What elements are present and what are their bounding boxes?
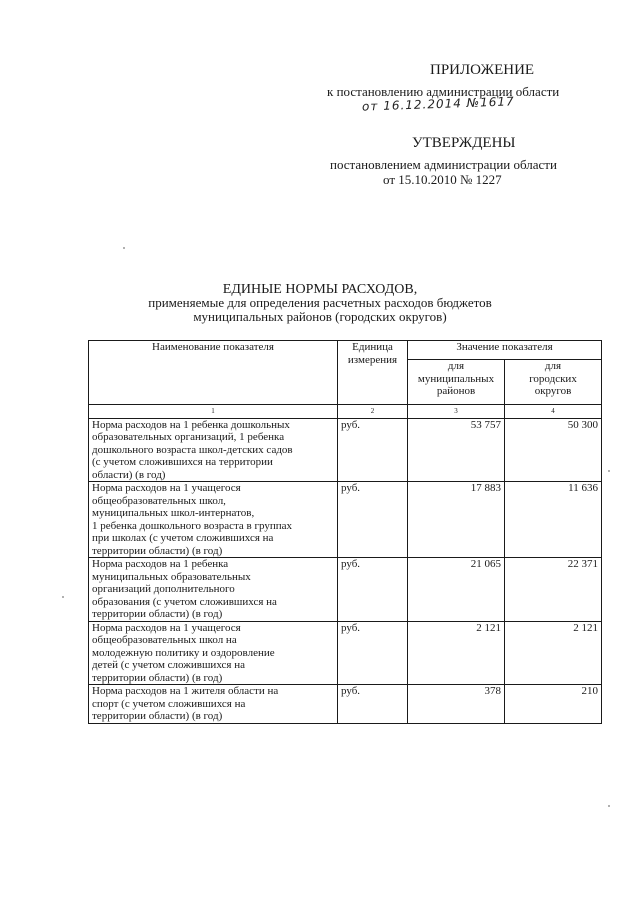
scan-speck (62, 596, 64, 598)
districts-value: 17 883 (408, 482, 505, 558)
districts-value: 53 757 (408, 418, 505, 482)
indicator-name-line: образования (с учетом сложившихся на (92, 595, 277, 608)
indicator-name-line: общеобразовательных школ на (92, 634, 237, 646)
indicator-name-line: организаций дополнительного (92, 583, 235, 595)
indicator-name-line: территории области) (в год) (92, 608, 223, 620)
approved-title: УТВЕРЖДЕНЫ (412, 135, 516, 151)
indicator-name-line: дошкольного возраста школ-детских садов (92, 443, 293, 456)
header-cities-line: городских (529, 372, 577, 385)
header-districts-line: районов (436, 385, 476, 397)
indicator-name-line: (с учетом сложившихся на территории (92, 456, 273, 468)
indicator-name (89, 558, 338, 622)
header-cities-line: для (544, 360, 562, 372)
indicator-name-line: спорт (с учетом сложившихся на (92, 697, 246, 710)
indicator-name-line: Норма расходов на 1 ребенка дошкольных (92, 418, 290, 431)
header-districts-line: муниципальных (417, 372, 495, 385)
header-unit-line: измерения (347, 353, 398, 366)
indicator-name-line: общеобразовательных школ, (92, 494, 226, 507)
table-header-row (89, 341, 602, 360)
approved-line-1: постановлением администрации области (330, 157, 557, 172)
table-row (89, 685, 602, 724)
header-cities-line: округов (534, 385, 572, 397)
indicator-name-line: молодежную политику и оздоровление (92, 646, 275, 659)
column-number: 2 (338, 405, 408, 419)
header-indicator-name: Наименование показателя (89, 341, 338, 405)
handwritten-date: от 16.12.2014 №1617 (361, 94, 515, 114)
appendix-subtitle: к постановлению администрации области (327, 84, 560, 99)
cities-value: 11 636 (505, 482, 602, 558)
indicator-name-line: территории области) (в год) (92, 671, 223, 684)
header-value: Значение показателя (408, 341, 602, 360)
approved-line-2: от 15.10.2010 № 1227 (383, 172, 502, 187)
indicator-name-line: Норма расходов на 1 учащегося (92, 482, 241, 494)
header-cities (505, 360, 602, 405)
appendix-title: ПРИЛОЖЕНИЕ (430, 62, 535, 78)
indicator-name-line: области) (в год) (92, 468, 166, 481)
table-row (89, 482, 602, 558)
indicator-name-line: Норма расходов на 1 ребенка (92, 558, 229, 570)
column-number: 3 (408, 405, 505, 419)
document-subtitle-line-2: муниципальных районов (городских округов) (193, 309, 447, 324)
unit-cell: руб. (338, 558, 408, 622)
document-title: ЕДИНЫЕ НОРМЫ РАСХОДОВ, (222, 282, 418, 297)
unit-cell: руб. (338, 685, 408, 724)
indicator-name (89, 621, 338, 685)
indicator-name-line: Норма расходов на 1 учащегося (92, 621, 241, 634)
table-row (89, 558, 602, 622)
scan-speck (608, 470, 610, 472)
header-unit (338, 341, 408, 405)
cities-value: 22 371 (505, 558, 602, 622)
column-number: 4 (505, 405, 602, 419)
column-numbers-row (89, 405, 602, 419)
unit-cell: руб. (338, 482, 408, 558)
indicator-name-line: детей (с учетом сложившихся на (92, 659, 245, 671)
scan-speck (608, 805, 610, 807)
districts-value: 378 (408, 685, 505, 724)
indicator-name-line: образовательных организаций, 1 ребенка (92, 431, 285, 443)
table-row (89, 418, 602, 482)
indicator-name-line: при школах (с учетом сложившихся на (92, 532, 274, 544)
indicator-name-line: муниципальных школ-интернатов, (92, 507, 255, 519)
indicator-name (89, 685, 338, 724)
cities-value: 50 300 (505, 418, 602, 482)
unit-cell: руб. (338, 418, 408, 482)
indicator-name-line: Норма расходов на 1 жителя области на (92, 685, 279, 697)
header-districts (408, 360, 505, 405)
header-unit-line: Единица (352, 341, 393, 353)
norms-table (88, 340, 602, 724)
indicator-name (89, 418, 338, 482)
districts-value: 2 121 (408, 621, 505, 685)
indicator-name-line: территории области) (в год) (92, 710, 223, 722)
indicator-name (89, 482, 338, 558)
indicator-name-line: территории области) (в год) (92, 544, 223, 557)
indicator-name-line: муниципальных образовательных (92, 570, 251, 583)
table-row (89, 621, 602, 685)
indicator-name-line: 1 ребенка дошкольного возраста в группах (92, 519, 293, 532)
cities-value: 2 121 (505, 621, 602, 685)
districts-value: 21 065 (408, 558, 505, 622)
header-districts-line: для (447, 360, 465, 372)
column-number: 1 (89, 405, 338, 419)
unit-cell: руб. (338, 621, 408, 685)
document-subtitle-line-1: применяемые для определения расчетных расходов бюджетов (148, 295, 492, 310)
scan-speck (123, 247, 125, 249)
cities-value: 210 (505, 685, 602, 724)
